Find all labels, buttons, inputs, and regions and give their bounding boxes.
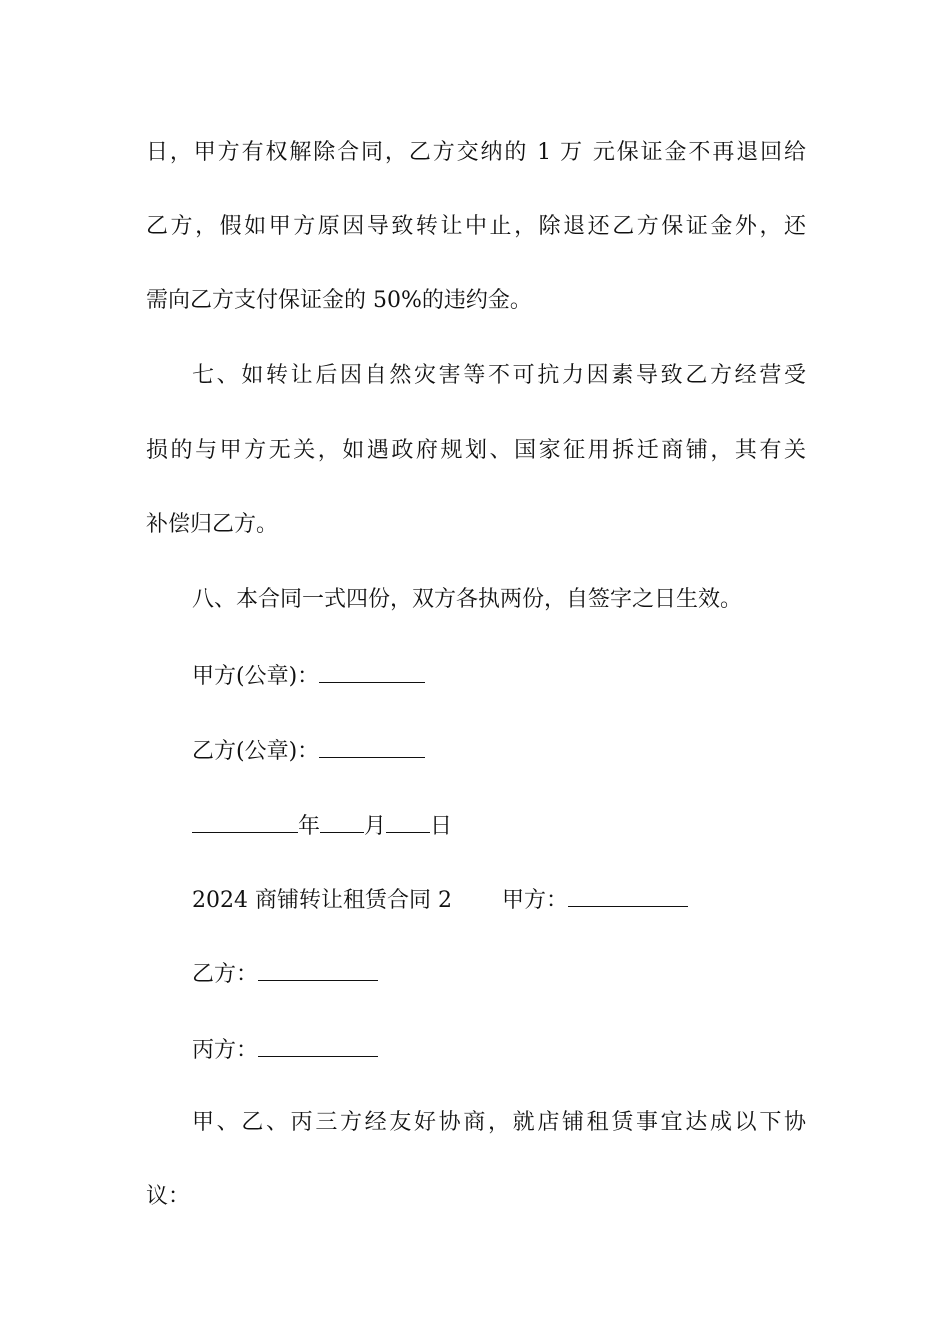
contract-2-intro-line-1: 甲、乙、丙三方经友好协商，就店铺租赁事宜达成以下协: [192, 1110, 806, 1135]
day-label: 日: [430, 814, 453, 839]
paragraph-6-line-1: 日，甲方有权解除合同，乙方交纳的 1 万 元保证金不再退回给: [146, 140, 806, 165]
contract-2-party-a-blank: [568, 884, 688, 907]
party-a-seal-blank: [319, 660, 425, 683]
contract-2-party-b-label: 乙方：: [192, 962, 259, 987]
month-label: 月: [364, 814, 387, 839]
date-line: [192, 810, 852, 842]
paragraph-7-line-1: 七、如转让后因自然灾害等不可抗力因素导致乙方经营受: [192, 363, 806, 388]
contract-2-intro-line-2: 议：: [146, 1184, 191, 1209]
contract-2-party-a-label: 甲方：: [501, 888, 568, 913]
contract-2-party-b-blank: [258, 958, 378, 981]
contract-2-party-c-blank: [258, 1034, 378, 1057]
year-blank: [192, 810, 298, 833]
paragraph-7-line-3: 补偿归乙方。: [146, 512, 279, 537]
paragraph-7-line-2: 损的与甲方无关，如遇政府规划、国家征用拆迁商铺，其有关: [146, 438, 806, 463]
paragraph-6-line-3: 需向乙方支付保证金的 50%的违约金。: [146, 288, 532, 313]
contract-2-party-b-line: [192, 958, 852, 990]
year-label: 年: [298, 814, 321, 839]
contract-2-header-line: [192, 884, 852, 916]
party-b-seal-line: [192, 735, 852, 767]
contract-2-title: 2024 商铺转让租赁合同 2: [192, 888, 452, 913]
party-a-seal-line: [192, 660, 852, 692]
month-blank: [320, 810, 364, 833]
day-blank: [386, 810, 430, 833]
party-b-seal-blank: [319, 735, 425, 758]
paragraph-6-line-2: 乙方，假如甲方原因导致转让中止，除退还乙方保证金外，还: [146, 214, 806, 239]
party-a-seal-label: 甲方(公章)：: [192, 664, 320, 689]
paragraph-8: 八、本合同一式四份，双方各执两份，自签字之日生效。: [192, 587, 743, 612]
contract-2-party-c-line: [192, 1034, 852, 1066]
contract-2-party-c-label: 丙方：: [192, 1038, 259, 1063]
party-b-seal-label: 乙方(公章)：: [192, 739, 320, 764]
